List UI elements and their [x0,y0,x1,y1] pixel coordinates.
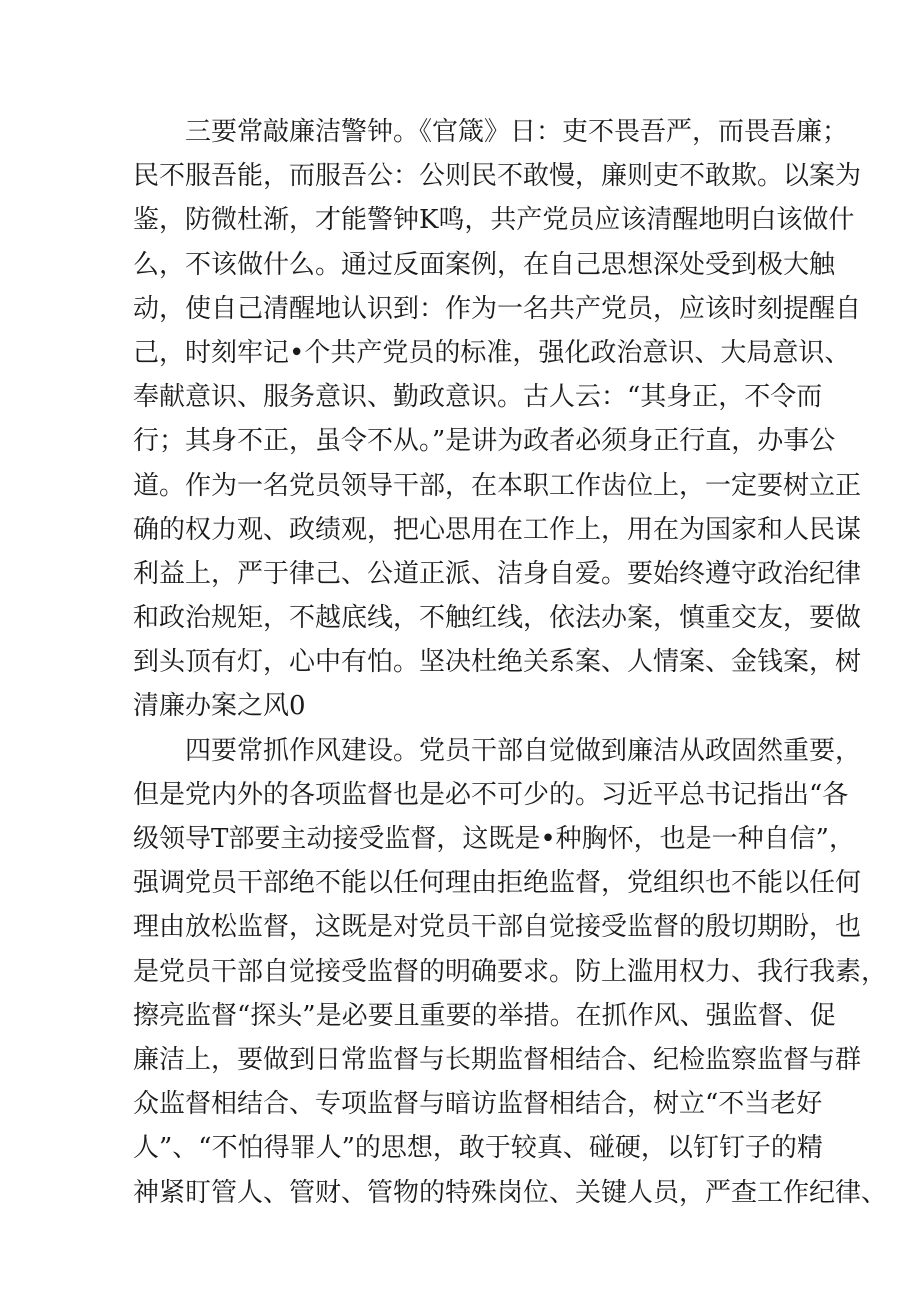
text-line: 么，不该做什么。通过反面案例，在自己思想深处受到极大触 [133,249,836,280]
text-line: 己，时刻牢记•个共产党员的标准，强化政治意识、大局意识、 [133,337,851,368]
text-line: 是党员干部自觉接受监督的明确要求。防上滥用权力、我行我素， [133,956,888,987]
text-line: 擦亮监督“探头”是必要且重要的举措。在抓作风、强监督、促 [133,1000,836,1031]
text-line: 动，使自己清醒地认识到：作为一名共产党员，应该时刻提醒自 [133,293,862,324]
paragraph-1 [133,110,862,729]
text-line: 利益上，严于律己、公道正派、洁身自爱。要始终遵守政治纪律 [133,558,862,589]
text-line: 众监督相结合、专项监督与暗访监督相结合，树立“不当老好 [133,1089,823,1120]
text-line: 理由放松监督，这既是对党员干部自觉接受监督的殷切期盼，也 [133,912,862,943]
text-line: 级领导T部要主动接受监督，这既是•种胸怀，也是一种自信”， [133,824,855,854]
text-line: 清廉办案之风0 [133,691,306,722]
text-line: 鉴，防微杜渐，才能警钟K鸣，共产党员应该清醒地明白该做什 [133,205,855,236]
text-line: 四要常抓作风建设。党员干部自觉做到廉洁从政固然重要， [185,735,862,766]
paragraph-2 [133,729,888,1215]
text-line: 三要常敲廉洁警钟。《官箴》日：吏不畏吾严，而畏吾廉； [185,117,849,147]
text-line: 民不服吾能，而服吾公：公则民不敢慢，廉则吏不敢欺。以案为 [133,161,862,192]
text-line: 奉献意识、服务意识、勤政意识。古人云：“其身正，不令而 [133,382,823,413]
text-line: 廉洁上，要做到日常监督与长期监督相结合、纪检监察监督与群 [133,1044,862,1075]
text-line: 行；其身不正，虽令不从。”是讲为政者必须身正行直，办事公 [133,426,836,457]
text-line: 但是党内外的各项监督也是必不可少的。习近平总书记指出“各 [133,779,849,810]
text-line: 和政治规矩，不越底线，不触红线，依法办案，慎重交友，要做 [133,603,862,634]
text-line: 人”、“不怕得罪人”的思想，敢于较真、碰硬，以钉钉子的精 [133,1133,823,1164]
document-body [133,110,888,1215]
text-line: 强调党员干部绝不能以任何理由拒绝监督，党组织也不能以任何 [133,868,862,899]
text-line: 确的权力观、政绩观，把心思用在工作上，用在为国家和人民谋 [133,514,862,545]
text-line: 道。作为一名党员领导干部，在本职工作齿位上，一定要树立正 [133,470,862,501]
text-line: 到头顶有灯，心中有怕。坚决杜绝关系案、人情案、金钱案，树 [133,647,862,678]
text-line: 神紧盯管人、管财、管物的特殊岗位、关键人员，严查工作纪律、 [133,1177,888,1208]
